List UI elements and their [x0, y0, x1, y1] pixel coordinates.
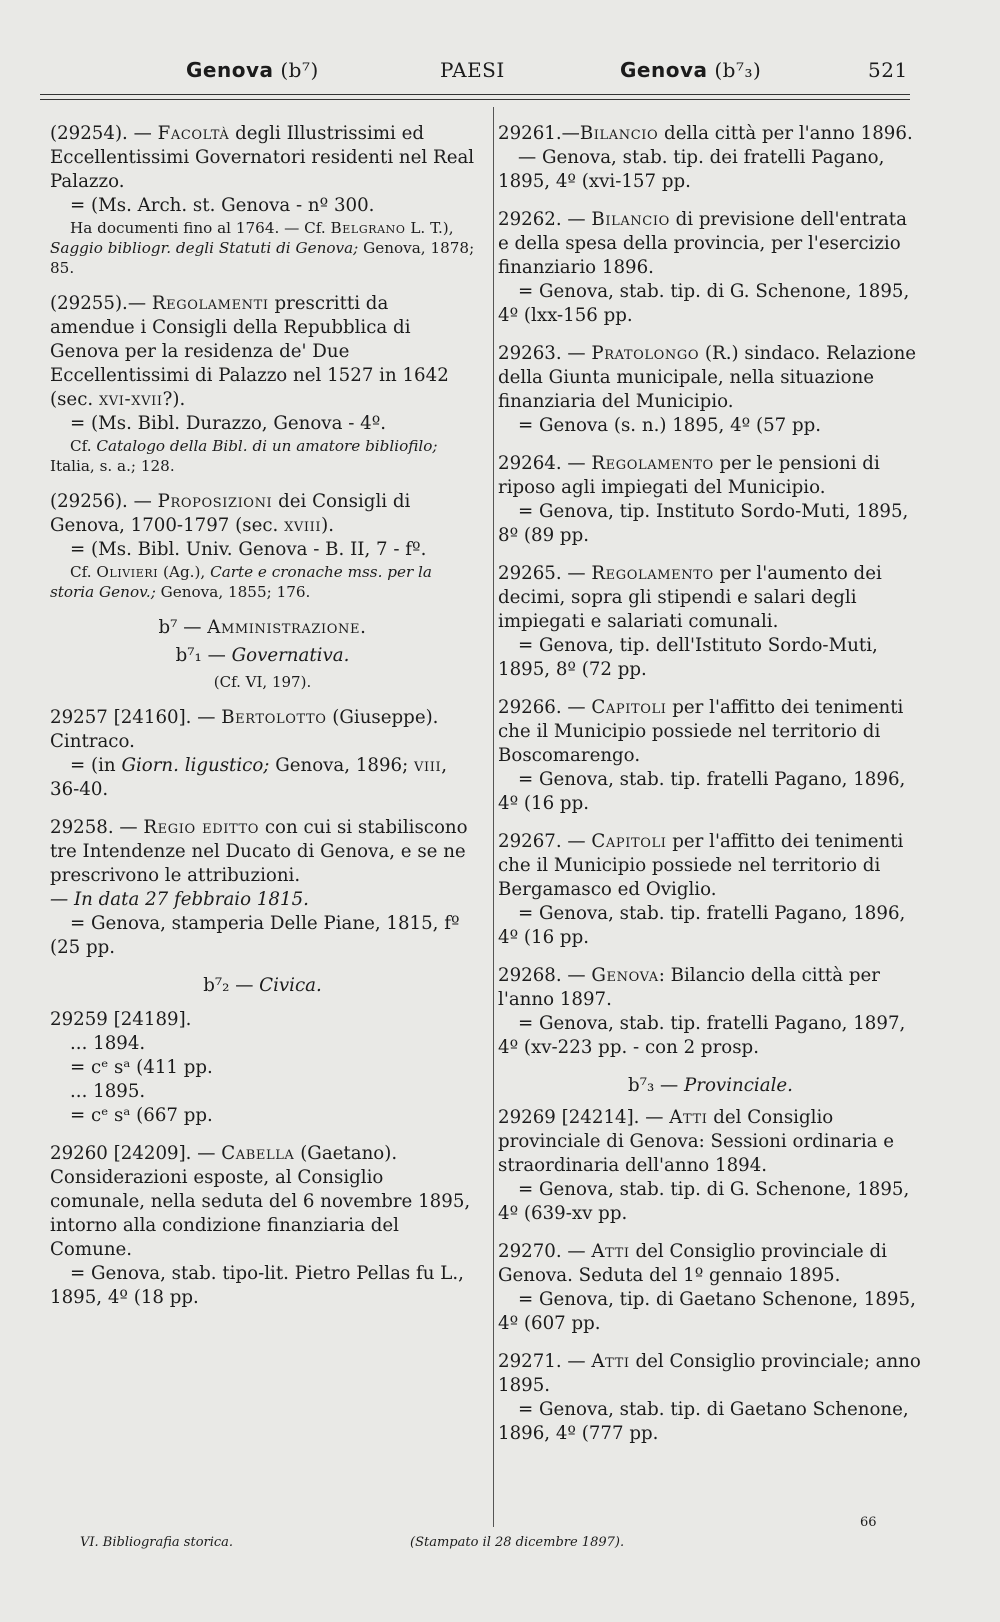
entry-29256: (29256). — Proposizioni dei Consigli di Genova, 1700-1797 (sec. xviii). = (Ms. Bibl. Univ. Genova - B. II, 7 - fº. Cf. Olivieri (Ag.), Carte e cronache mss. per la storia Genov.; Genova, 1855; 176.: [50, 490, 475, 602]
note-29255: Cf. Catalogo della Bibl. di un amatore bibliofilo; Italia, s. a.; 128.: [50, 437, 438, 475]
header-right-title: Genova: [620, 58, 708, 82]
entry-29267: 29267. — Capitoli per l'affitto dei tenimenti che il Municipio possiede nel territorio di Bergamasco ed Oviglio. = Genova, stab. tip. fratelli Pagano, 1896, 4º (16 pp.: [498, 831, 906, 948]
left-column: [50, 122, 475, 1324]
entry-29269: 29269 [24214]. — Atti del Consiglio provinciale di Genova: Sessioni ordinaria e straordinaria dell'anno 1894. = Genova, stab. tip. di G. Schenone, 1895, 4º (639-xv pp.: [498, 1107, 910, 1224]
section-b7-3: b⁷₃ — Provinciale.: [628, 1075, 793, 1096]
section-b7-1-ref: (Cf. VI, 197).: [213, 673, 312, 691]
entry-29261: 29261.—Bilancio della città per l'anno 1896. — Genova, stab. tip. dei fratelli Pagano, 1895, 4º (xvi-157 pp.: [498, 123, 913, 192]
entry-29266: 29266. — Capitoli per l'affitto dei tenimenti che il Municipio possiede nel territorio di Boscomarengo. = Genova, stab. tip. fratelli Pagano, 1896, 4º (16 pp.: [498, 697, 906, 814]
column-divider: [493, 107, 494, 1527]
footer-center: (Stampato il 28 dicembre 1897).: [410, 1535, 625, 1550]
section-b7: b⁷ — Amministrazione.: [158, 617, 367, 638]
footer-left: VI. Bibliografia storica.: [80, 1535, 234, 1550]
entry-29265: 29265. — Regolamento per l'aumento dei decimi, sopra gli stipendi e salari degli impiegati e salariati comunali. = Genova, tip. dell'Istituto Sordo-Muti, 1895, 8º (72 pp.: [498, 563, 882, 680]
page-number: 521: [868, 58, 908, 82]
section-b7-1: b⁷₁ — Governativa.: [175, 645, 350, 666]
entry-29263: 29263. — Pratolongo (R.) sindaco. Relazione della Giunta municipale, nella situazione finanziaria del Municipio. = Genova (s. n.) 1895, 4º (57 pp.: [498, 343, 917, 436]
header-left-title: Genova: [186, 58, 274, 82]
right-column: [498, 122, 923, 1460]
entry-29258: 29258. — Regio editto con cui si stabiliscono tre Intendenze nel Ducato di Genova, e se ne prescrivono le attribuzioni. — In data 27 febbraio 1815. = Genova, stamperia Delle Piane, 1815, fº (25 pp.: [50, 817, 468, 958]
entry-29270: 29270. — Atti del Consiglio provinciale di Genova. Seduta del 1º gennaio 1895. = Genova, tip. di Gaetano Schenone, 1895, 4º (607 pp.: [498, 1241, 916, 1334]
entry-29268: 29268. — Genova: Bilancio della città per l'anno 1897. = Genova, stab. tip. fratelli Pagano, 1897, 4º (xv-223 pp. - con 2 prosp.: [498, 965, 906, 1058]
note-29256: Cf. Olivieri (Ag.), Carte e cronache mss. per la storia Genov.; Genova, 1855; 176.: [50, 563, 432, 601]
note-29254: Ha documenti fino al 1764. — Cf. Belgrano L. T.), Saggio bibliogr. degli Statuti di Genova; Genova, 1878; 85.: [50, 219, 475, 277]
entry-29260: 29260 [24209]. — Cabella (Gaetano). Considerazioni esposte, al Consiglio comunale, nella seduta del 6 novembre 1895, intorno alla condizione finanziaria del Comune. = Genova, stab. tipo-lit. Pietro Pellas fu L., 1895, 4º (18 pp.: [50, 1143, 471, 1308]
header-center: PAESI: [440, 58, 505, 82]
entry-29255: (29255).— Regolamenti prescritti da amendue i Consigli della Repubblica di Genova per la residenza de' Due Eccellentissimi di Palazzo nel 1527 in 1642 (sec. xvi-xvii?). = (Ms. Bibl. Durazzo, Genova - 4º. Cf. Catalogo della Bibl. di un amatore bibliofilo; Italia, s. a.; 128.: [50, 292, 475, 476]
sheet-signature: 66: [860, 1515, 877, 1530]
header-right-section: (b⁷₃): [714, 58, 762, 82]
header-right: [620, 58, 761, 82]
entry-29271: 29271. — Atti del Consiglio provinciale; anno 1895. = Genova, stab. tip. di Gaetano Schenone, 1896, 4º (777 pp.: [498, 1351, 921, 1444]
entry-29254: (29254). — Facoltà degli Illustrissimi ed Eccellentissimi Governatori residenti nel Real Palazzo. = (Ms. Arch. st. Genova - nº 300. Ha documenti fino al 1764. — Cf. Belgrano L. T.), Saggio bibliogr. degli Statuti di Genova; Genova, 1878; 85.: [50, 123, 475, 277]
section-b7-2: b⁷₂ — Civica.: [203, 975, 322, 996]
header-left-section: (b⁷): [280, 58, 319, 82]
header-left: [186, 58, 319, 82]
entry-29257: 29257 [24160]. — Bertolotto (Giuseppe). Cintraco. = (in Giorn. ligustico; Genova, 1896; viii, 36-40.: [50, 707, 448, 800]
entry-29262: 29262. — Bilancio di previsione dell'entrata e della spesa della provincia, per l'esercizio finanziario 1896. = Genova, stab. tip. di G. Schenone, 1895, 4º (lxx-156 pp.: [498, 209, 910, 326]
entry-29259: 29259 [24189]. ... 1894. = cᵉ sᵃ (411 pp. ... 1895. = cᵉ sᵃ (667 pp.: [50, 1009, 213, 1126]
header-rule-1: [40, 94, 910, 95]
header-rule-2: [40, 99, 910, 100]
entry-29264: 29264. — Regolamento per le pensioni di riposo agli impiegati del Municipio. = Genova, tip. Instituto Sordo-Muti, 1895, 8º (89 pp.: [498, 453, 909, 546]
